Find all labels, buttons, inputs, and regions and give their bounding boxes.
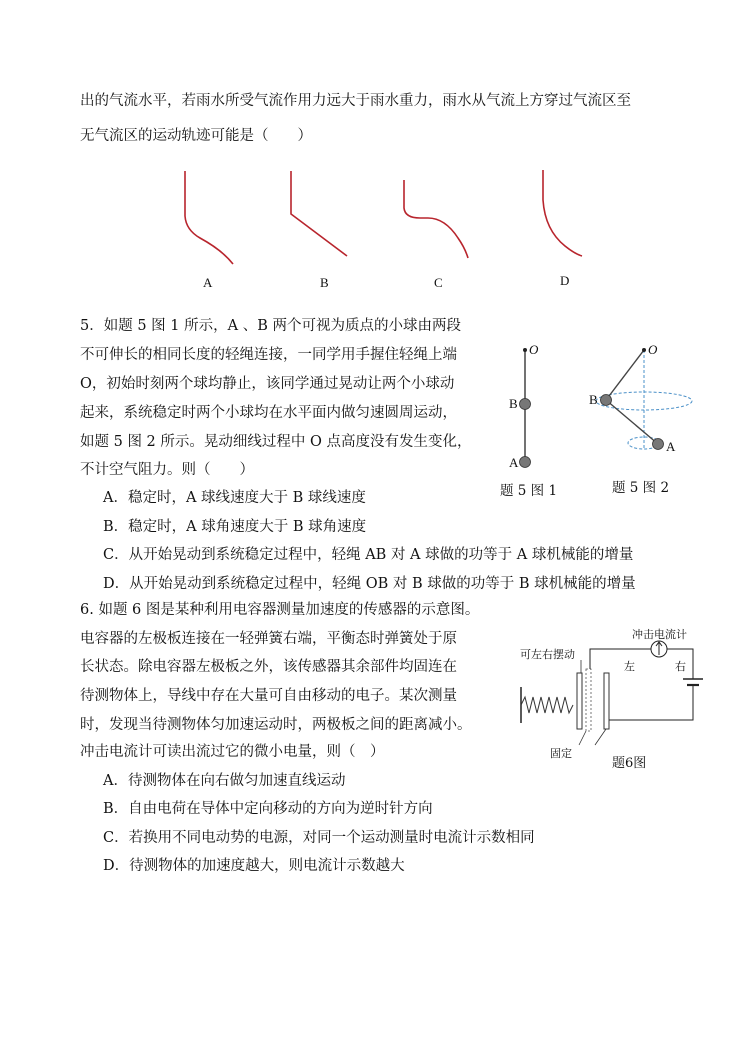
option-label-b: B <box>320 275 329 290</box>
q5-option-d: D．从开始晃动到系统稳定过程中，轻绳 OB 对 B 球做的功等于 B 球机械能的增量 <box>103 576 636 592</box>
fig2-label-a: A <box>666 439 676 454</box>
q6-option-d: D．待测物体的加速度越大，则电流计示数越大 <box>103 858 405 874</box>
q4-line-2: 无气流区的运动轨迹可能是（ ） <box>80 128 312 144</box>
q4-line-1: 出的气流水平，若雨水所受气流作用力远大于雨水重力，雨水从气流上方穿过气流区至 <box>80 93 631 109</box>
option-label-d: D <box>560 273 570 288</box>
q6-line-3: 长状态。除电容器左极板之外，该传感器其余部件均固连在 <box>80 659 457 675</box>
fig2-label-o: O <box>648 342 658 357</box>
option-label-a: A <box>203 275 213 290</box>
q4-trajectory-figures <box>0 168 752 288</box>
q5-line-2: 不可伸长的相同长度的轻绳连接，一同学用手握住轻绳上端 <box>80 347 457 363</box>
fig1-caption: 题 5 图 1 <box>500 483 558 499</box>
fig6-label-movable: 可左右摆动 <box>520 648 575 661</box>
q5-option-c: C．从开始晃动到系统稳定过程中，轻绳 AB 对 A 球做的功等于 A 球机械能的增量 <box>103 547 634 563</box>
q5-line-1: 5．如题 5 图 1 所示，A 、B 两个可视为质点的小球由两段 <box>80 318 461 334</box>
fig6-label-fixed: 固定 <box>550 747 572 760</box>
q6-option-b: B．自由电荷在导体中定向移动的方向为逆时针方向 <box>103 801 433 817</box>
q6-line-6: 冲击电流计可读出流过它的微小电量，则（ ） <box>80 744 385 760</box>
ball-a-2 <box>653 439 664 450</box>
q5-option-a: A．稳定时，A 球线速度大于 B 球线速度 <box>103 490 366 506</box>
trajectory-d <box>543 170 582 256</box>
fig6-label-galvanometer: 冲击电流计 <box>632 628 687 641</box>
ball-b-2 <box>601 395 612 406</box>
q6-line-2: 电容器的左极板连接在一轻弹簧右端，平衡态时弹簧处于原 <box>80 631 457 647</box>
q6-circuit-figure <box>515 625 715 755</box>
q6-option-a: A．待测物体在向右做匀加速直线运动 <box>103 773 346 789</box>
fig1-label-b: B <box>509 396 518 411</box>
trajectory-b <box>291 171 347 256</box>
q5-figure-2 <box>590 340 720 470</box>
ball-b <box>520 399 531 410</box>
q5-line-3: O，初始时刻两个球均静止，该同学通过晃动让两个小球动 <box>80 376 455 392</box>
q6-line-5: 时，发现当待测物体匀加速运动时，两极板之间的距离减小。 <box>80 717 472 733</box>
fig6-label-left: 左 <box>624 660 635 673</box>
q5-line-4: 起来，系统稳定时两个小球均在水平面内做匀速圆周运动， <box>80 405 457 421</box>
fig6-caption: 题6图 <box>612 756 647 771</box>
fig1-label-a: A <box>509 455 519 470</box>
trajectory-a <box>185 171 233 264</box>
q5-line-6: 不计空气阻力。则（ ） <box>80 462 254 478</box>
trajectory-c <box>404 180 468 258</box>
option-label-c: C <box>434 275 443 290</box>
q6-line-1: 6. 如题 6 图是某种利用电容器测量加速度的传感器的示意图。 <box>80 602 480 618</box>
q5-option-b: B．稳定时，A 球角速度大于 B 球角速度 <box>103 519 367 535</box>
q6-option-c: C．若换用不同电动势的电源，对同一个运动测量时电流计示数相同 <box>103 830 535 846</box>
ball-a <box>520 457 531 468</box>
fig6-label-right: 右 <box>675 660 686 673</box>
q5-line-5: 如题 5 图 2 所示。晃动细线过程中 O 点高度没有发生变化， <box>80 434 472 450</box>
q6-line-4: 待测物体上，导线中存在大量可自由移动的电子。某次测量 <box>80 688 457 704</box>
fig2-label-b: B <box>589 392 598 407</box>
fig2-caption: 题 5 图 2 <box>612 480 670 496</box>
fig1-label-o: O <box>529 342 539 357</box>
